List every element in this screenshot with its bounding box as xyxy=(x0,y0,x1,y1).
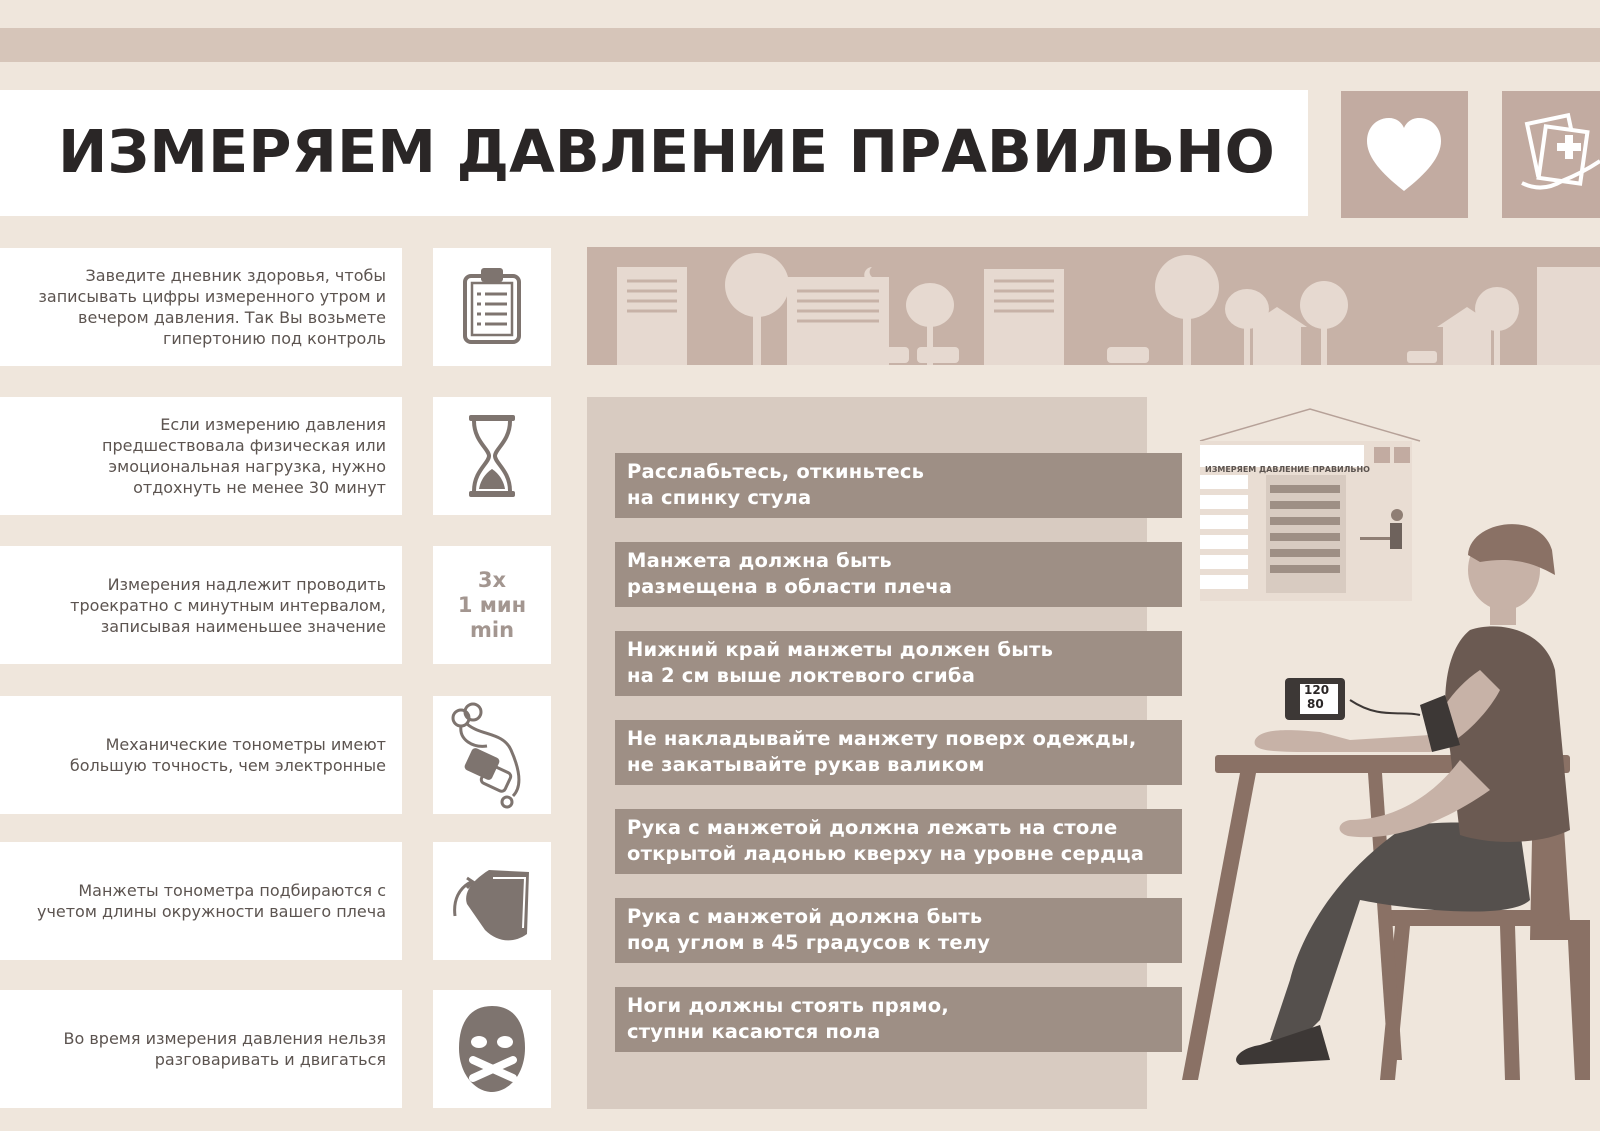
step-card: Рука с манжетой должна лежать на столе открытой ладонью кверху на уровне сердца xyxy=(615,809,1182,874)
monitor-diastolic: 80 xyxy=(1307,697,1324,711)
timer-line-2: 1 мин xyxy=(457,592,527,617)
tip-row xyxy=(0,696,402,814)
tip-row xyxy=(0,397,402,515)
street-illustration xyxy=(587,247,1600,365)
timer-text-icon xyxy=(433,546,551,664)
tip-text: Манжеты тонометра подбираются с учетом длины окружности вашего плеча xyxy=(36,881,386,921)
mini-poster-title: ИЗМЕРЯЕМ ДАВЛЕНИЕ ПРАВИЛЬНО xyxy=(1205,465,1370,474)
tip-icon-tile xyxy=(433,397,551,515)
tip-text: Заведите дневник здоровья, чтобы записывать цифры измеренного утром и вечером давления. Так Вы возьмете гипертонию под контроль xyxy=(38,266,386,348)
step-card: Нижний край манжеты должен быть на 2 см выше локтевого сгиба xyxy=(615,631,1182,696)
tip-icon-tile xyxy=(433,990,551,1108)
tip-text: Механические тонометры имеют большую точность, чем электронные xyxy=(69,735,386,775)
step-card: Манжета должна быть размещена в области плеча xyxy=(615,542,1182,607)
monitor-systolic: 120 xyxy=(1304,683,1330,697)
city-street-icon xyxy=(587,247,1600,365)
heart-tile xyxy=(1341,91,1468,218)
page-title: ИЗМЕРЯЕМ ДАВЛЕНИЕ ПРАВИЛЬНО xyxy=(58,117,1275,186)
step-card: Не накладывайте манжету поверх одежды, не закатывайте рукав валиком xyxy=(615,720,1182,785)
tip-row xyxy=(0,842,402,960)
tip-row xyxy=(0,546,402,664)
tip-row xyxy=(0,990,402,1108)
documents-tile xyxy=(1502,91,1600,218)
tip-icon-tile xyxy=(433,248,551,366)
medical-documents-icon xyxy=(1502,91,1600,218)
stethoscope-icon xyxy=(433,696,551,814)
clipboard-icon xyxy=(433,248,551,366)
step-card: Расслабьтесь, откиньтесь на спинку стула xyxy=(615,453,1182,518)
tip-text: Измерения надлежит проводить троекратно с минутным интервалом, записывая наименьшее значение xyxy=(70,574,386,636)
heart-icon xyxy=(1341,91,1468,218)
taped-mouth-mask-icon xyxy=(433,990,551,1108)
tip-icon-tile xyxy=(433,696,551,814)
seated-person-illustration xyxy=(1170,500,1600,1120)
tip-icon-tile xyxy=(433,842,551,960)
hourglass-icon xyxy=(433,397,551,515)
tip-text: Если измерению давления предшествовала физическая или эмоциональная нагрузка, нужно отдохнуть не менее 30 минут xyxy=(102,415,386,497)
tip-text: Во время измерения давления нельзя разговаривать и двигаться xyxy=(63,1029,386,1069)
tip-row xyxy=(0,248,402,366)
timer-line-3: min xyxy=(469,617,515,642)
step-card: Рука с манжетой должна быть под углом в 45 градусов к телу xyxy=(615,898,1182,963)
cuff-icon xyxy=(433,842,551,960)
step-card: Ноги должны стоять прямо, ступни касаются пола xyxy=(615,987,1182,1052)
timer-line-1: 3x xyxy=(477,567,507,592)
top-band xyxy=(0,28,1600,62)
